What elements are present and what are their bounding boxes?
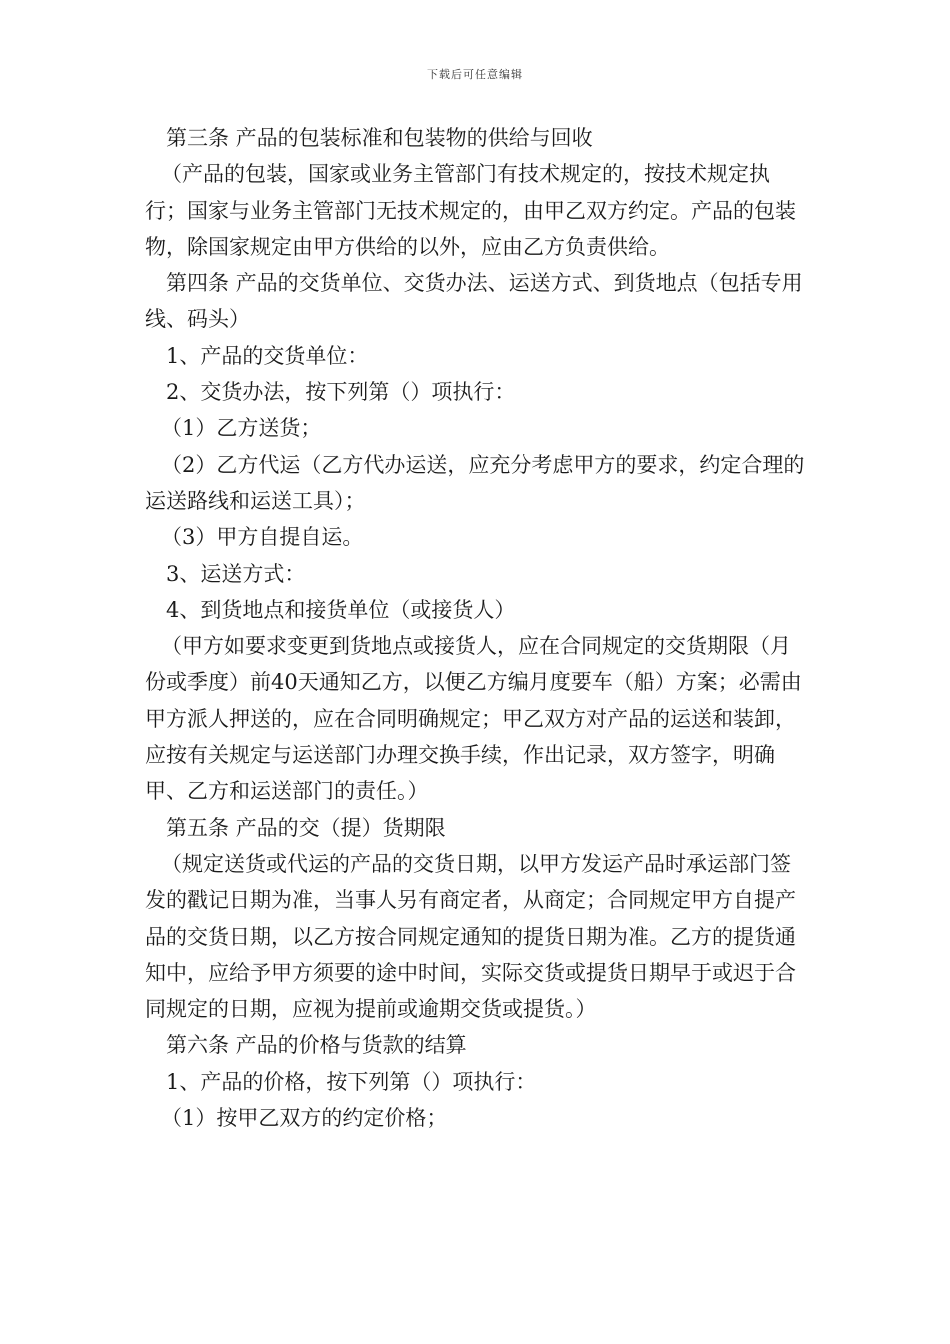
article-5-heading: 第五条 产品的交（提）货期限 [166, 815, 446, 840]
article-4-item-2-option-1: （1）乙方送货； [161, 416, 322, 441]
page-header: 下载后可任意编辑 [427, 68, 523, 81]
article-6-item-1-option-1: （1）按甲乙双方的约定价格； [161, 1106, 448, 1131]
article-4-body: （甲方如要求变更到货地点或接货人，应在合同规定的交货期限（月份或季度）前40天通知乙方，以便乙方编月度要车（船）方案；必需由甲方派人押送的，应在合同明确规定；甲乙双方对产品的运送和装卸，应按有关规定与运送部门办理交换手续，作出记录，双方签字，明确甲、乙方和运送部门的责任。） [145, 634, 802, 804]
article-4-item-2: 2、交货办法，按下列第（）项执行： [166, 380, 516, 405]
article-4-heading: 第四条 产品的交货单位、交货办法、运送方式、到货地点（包括专用线、码头） [145, 271, 803, 332]
article-4-item-4: 4、到货地点和接货单位（或接货人） [166, 597, 516, 622]
article-3-heading: 第三条 产品的包装标准和包装物的供给与回收 [166, 126, 593, 150]
article-4-item-2-option-3: （3）甲方自提自运。 [161, 525, 364, 550]
article-5-body: （规定送货或代运的产品的交货日期，以甲方发运产品时承运部门签发的戳记日期为准，当事人另有商定者，从商定；合同规定甲方自提产品的交货日期，以乙方按合同规定通知的提货日期为准。乙方的提货通知中，应给予甲方须要的途中时间，实际交货或提货日期早于或迟于合同规定的日期，应视为提前或逾期交货或提货。） [145, 851, 796, 1022]
article-4-item-1: 1、产品的交货单位： [166, 343, 369, 368]
article-4-item-2-option-2: （2）乙方代运（乙方代办运送，应充分考虑甲方的要求，约定合理的运送路线和运送工具）； [145, 452, 805, 513]
article-3-body: （产品的包装，国家或业务主管部门有技术规定的，按技术规定执行；国家与业务主管部门无技术规定的，由甲乙双方约定。产品的包装物，除国家规定由甲方供给的以外，应由乙方负责供给。 [145, 162, 796, 259]
article-6-item-1: 1、产品的价格，按下列第（）项执行： [166, 1069, 537, 1094]
article-6-heading: 第六条 产品的价格与货款的结算 [166, 1033, 467, 1058]
document-body [145, 120, 810, 1136]
article-4-item-3: 3、运送方式： [166, 561, 306, 586]
